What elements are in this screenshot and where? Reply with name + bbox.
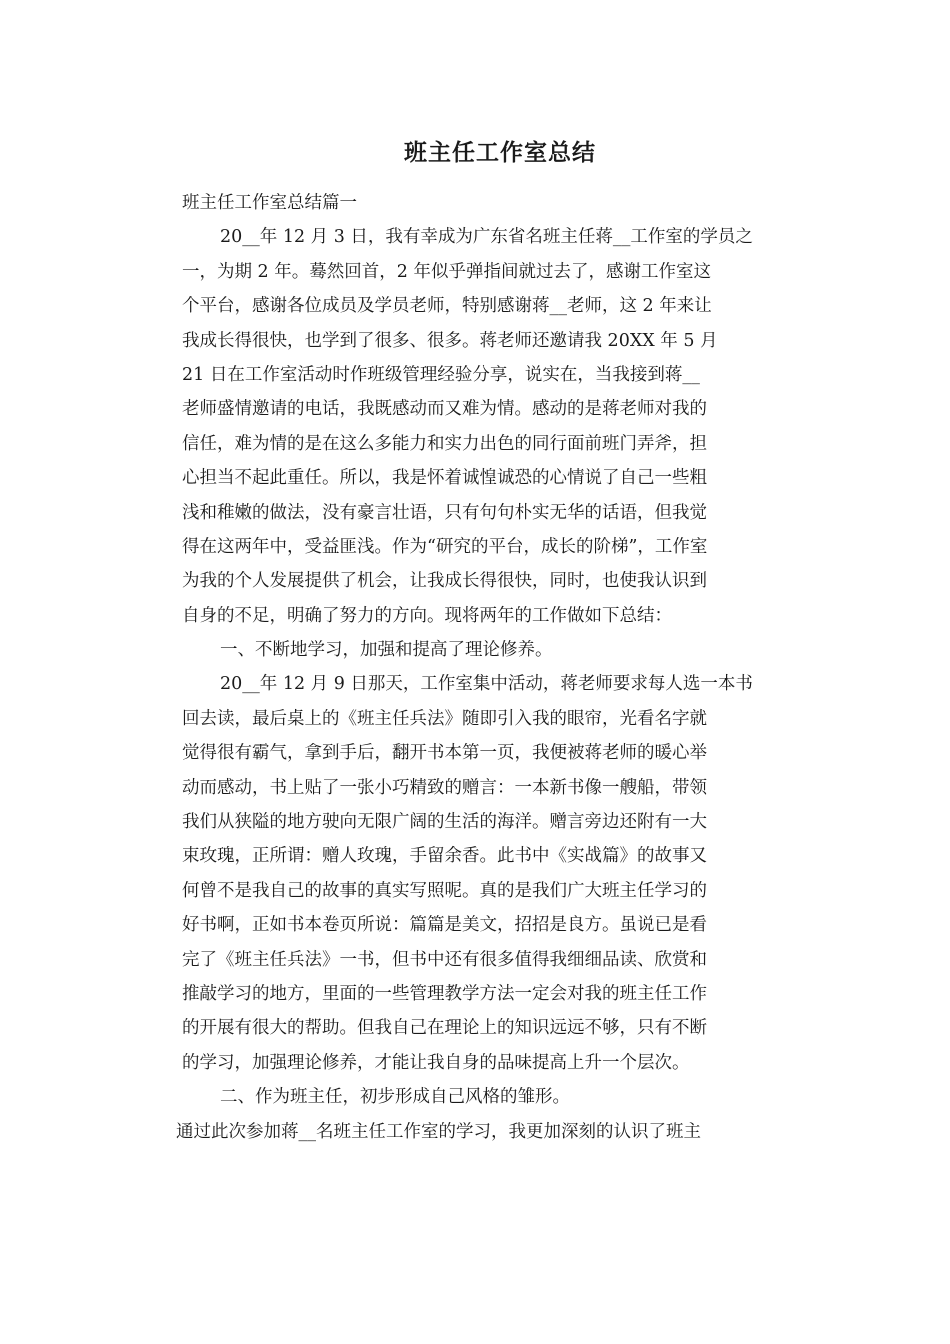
paragraph-line: 浅和稚嫩的做法，没有豪言壮语，只有句句朴实无华的话语，但我觉 bbox=[182, 502, 707, 523]
paragraph-line: 老师盛情邀请的电话，我既感动而又难为情。感动的是蒋老师对我的 bbox=[182, 399, 707, 420]
paragraph-line: 20__年 12 月 3 日，我有幸成为广东省名班主任蒋__工作室的学员之 bbox=[220, 227, 753, 248]
paragraph-line: 好书啊，正如书本卷页所说：篇篇是美文，招招是良方。虽说已是看 bbox=[182, 915, 707, 936]
paragraph-line: 回去读，最后桌上的《班主任兵法》随即引入我的眼帘，光看名字就 bbox=[182, 708, 707, 729]
subheading-line: 一、不断地学习，加强和提高了理论修养。 bbox=[220, 640, 553, 661]
paragraph-line: 我们从狭隘的地方驶向无限广阔的生活的海洋。赠言旁边还附有一大 bbox=[182, 812, 707, 833]
subheading-line: 二、作为班主任，初步形成自己风格的雏形。 bbox=[220, 1087, 570, 1108]
document-title: 班主任工作室总结 bbox=[404, 140, 596, 166]
paragraph-line: 何曾不是我自己的故事的真实写照呢。真的是我们广大班主任学习的 bbox=[182, 880, 707, 901]
paragraph-line: 束玫瑰，正所谓：赠人玫瑰，手留余香。此书中《实战篇》的故事又 bbox=[182, 846, 707, 867]
paragraph-line: 我成长得很快，也学到了很多、很多。蒋老师还邀请我 20XX 年 5 月 bbox=[182, 330, 718, 351]
paragraph-line: 为我的个人发展提供了机会，让我成长得很快，同时，也使我认识到 bbox=[182, 571, 707, 592]
paragraph-line: 通过此次参加蒋__名班主任工作室的学习，我更加深刻的认识了班主 bbox=[176, 1121, 701, 1142]
paragraph-line: 完了《班主任兵法》一书，但书中还有很多值得我细细品读、欣赏和 bbox=[182, 949, 707, 970]
paragraph-line: 得在这两年中，受益匪浅。作为“研究的平台，成长的阶梯”，工作室 bbox=[182, 536, 708, 557]
paragraph-line: 信任，难为情的是在这么多能力和实力出色的同行面前班门弄斧，担 bbox=[182, 433, 707, 454]
paragraph-line: 动而感动，书上贴了一张小巧精致的赠言：一本新书像一艘船，带领 bbox=[182, 777, 707, 798]
paragraph-line: 的开展有很大的帮助。但我自己在理论上的知识远远不够，只有不断 bbox=[182, 1018, 707, 1039]
paragraph-line: 21 日在工作室活动时作班级管理经验分享，说实在，当我接到蒋__ bbox=[182, 364, 700, 385]
paragraph-line: 心担当不起此重任。所以，我是怀着诚惶诚恐的心情说了自己一些粗 bbox=[182, 468, 707, 489]
paragraph-line: 一，为期 2 年。蓦然回首，2 年似乎弹指间就过去了，感谢工作室这 bbox=[182, 261, 711, 282]
paragraph-line: 自身的不足，明确了努力的方向。现将两年的工作做如下总结： bbox=[182, 605, 672, 626]
paragraph-line: 推敲学习的地方，里面的一些管理教学方法一定会对我的班主任工作 bbox=[182, 983, 707, 1004]
paragraph-line: 个平台，感谢各位成员及学员老师，特别感谢蒋__老师，这 2 年来让 bbox=[182, 296, 712, 317]
document-body bbox=[176, 186, 802, 1149]
paragraph-line: 觉得很有霸气，拿到手后，翻开书本第一页，我便被蒋老师的暖心举 bbox=[182, 743, 707, 764]
paragraph-line: 20__年 12 月 9 日那天，工作室集中活动，蒋老师要求每人选一本书 bbox=[220, 674, 753, 695]
paragraph-line: 的学习，加强理论修养，才能让我自身的品味提高上升一个层次。 bbox=[182, 1052, 690, 1073]
section-heading: 班主任工作室总结篇一 bbox=[182, 193, 357, 213]
